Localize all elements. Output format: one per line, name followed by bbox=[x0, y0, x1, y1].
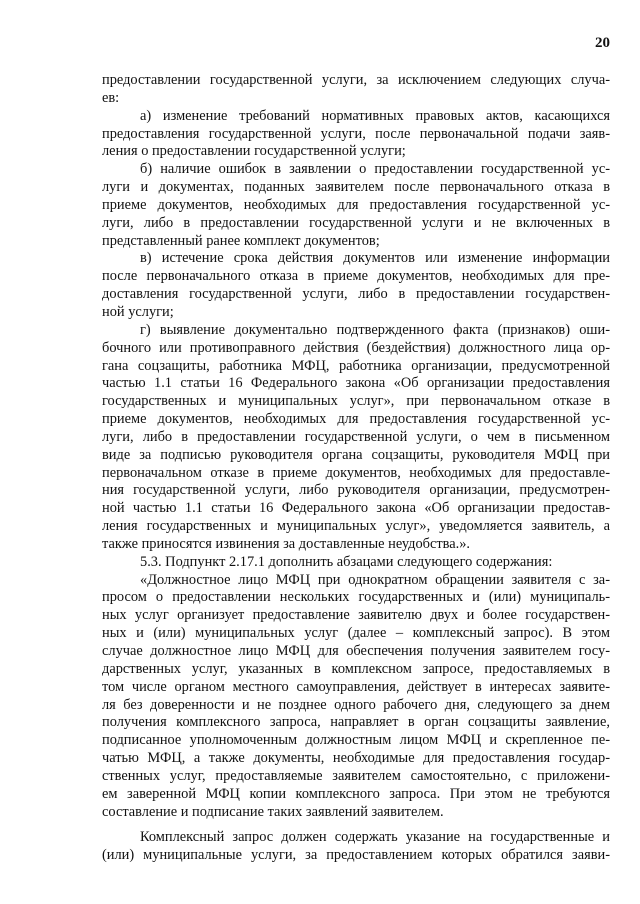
text-line: (или) муниципальные услуги, за предоставлением которых обратился заяви- bbox=[102, 847, 610, 864]
text-line: луги, либо в предоставлении государственной услуги и не включенных в bbox=[102, 214, 610, 231]
text-line: луги и документах, поданных заявителем после первоначального отказа в bbox=[102, 179, 610, 196]
text-line: дарственных услуг, указанных в комплексном запросе, предоставляемых в bbox=[102, 660, 610, 677]
text-line: ления государственных и муниципальных услуг», уведомляется заявитель, а bbox=[102, 518, 610, 535]
text-line: ля без доверенности и не позднее одного рабочего дня, следующего за днем bbox=[102, 696, 610, 713]
text-line: «Должностное лицо МФЦ при однократном обращении заявителя с за- bbox=[140, 571, 610, 588]
text-line: просом о предоставлении нескольких государственных и (или) муниципаль- bbox=[102, 589, 610, 606]
text-line: частью 1.1 статьи 16 Федерального закона «Об организации предоставления bbox=[102, 375, 610, 392]
text-line: приеме документов, необходимых для предоставления государственной ус- bbox=[102, 196, 610, 213]
text-line: том числе органом местного самоуправления, действует в интересах заявите- bbox=[102, 678, 610, 695]
text-line: доставления государственной услуги, либо в предоставлении государствен- bbox=[102, 286, 610, 303]
text-line: составление и подписание таких заявлений заявителем. bbox=[102, 803, 444, 820]
text-line: получения комплексного запроса, направляет в орган соцзащиты заявление, bbox=[102, 714, 610, 731]
text-line: ных услуг организует предоставление заявителю двух и более государствен- bbox=[102, 607, 610, 624]
text-line: 5.3. Подпункт 2.17.1 дополнить абзацами следующего содержания: bbox=[140, 553, 553, 570]
text-line: ных и (или) муниципальных услуг (далее – комплексный запрос). В этом bbox=[102, 625, 610, 642]
text-line: предоставлении государственной услуги, за исключением следующих случа- bbox=[102, 72, 610, 88]
text-line: случае должностное лицо МФЦ для обеспечения получения заявителем госу- bbox=[102, 643, 610, 659]
text-line: луги, либо в предоставлении государственной услуги, о чем в письменном bbox=[102, 428, 610, 445]
text-line: ной частью 1.1 статьи 16 Федерального закона «Об организации предостав- bbox=[102, 500, 610, 517]
text-line: ния государственной услуги, либо руководителя организации, предусмотрен- bbox=[102, 482, 610, 499]
text-line: бочного или противоправного действия (бездействия) должностного лица ор- bbox=[102, 339, 610, 356]
text-line: представленный ранее комплект документов; bbox=[102, 232, 380, 249]
text-line: б) наличие ошибок в заявлении о предоставлении государственной ус- bbox=[140, 161, 610, 178]
text-line: государственных и муниципальных услуг», при первоначальном отказе в bbox=[102, 393, 610, 410]
text-line: ления о предоставлении государственной услуги; bbox=[102, 143, 406, 160]
text-line: ем заверенной МФЦ копии комплексного запроса. При этом не требуются bbox=[102, 785, 610, 802]
text-line: приеме документов, необходимых для предоставления государственной ус- bbox=[102, 411, 610, 428]
text-line: гана соцзащиты, работника МФЦ, работника организации, предусмотренной bbox=[102, 357, 610, 374]
document-body-text bbox=[102, 72, 610, 865]
text-line: ев: bbox=[102, 89, 120, 106]
text-line: подписанное уполномоченным должностным лицом МФЦ и скрепленное пе- bbox=[102, 732, 610, 749]
text-line: также приносятся извинения за доставленные неудобства.». bbox=[102, 535, 471, 552]
text-line: г) выявление документально подтвержденного факта (признаков) оши- bbox=[140, 321, 610, 338]
text-line: после первоначального отказа в приеме документов, необходимых для пре- bbox=[102, 268, 610, 285]
text-line: в) истечение срока действия документов или изменение информации bbox=[140, 250, 610, 267]
text-line: предоставления государственной услуги, после первоначальной подачи заяв- bbox=[102, 125, 610, 142]
text-line: Комплексный запрос должен содержать указание на государственные и bbox=[140, 829, 610, 846]
text-line: первоначальном отказе в приеме документов, необходимых для предоставле- bbox=[102, 464, 610, 481]
text-line: ной услуги; bbox=[102, 303, 174, 320]
text-line: а) изменение требований нормативных правовых актов, касающихся bbox=[140, 107, 610, 124]
text-line: ственных услуг, предоставляемые заявителем самостоятельно, с приложени- bbox=[102, 767, 610, 784]
page-number: 20 bbox=[595, 35, 610, 51]
text-line: чатью МФЦ, а также документы, необходимые для предоставления государ- bbox=[102, 750, 610, 767]
text-line: виде за подписью руководителя органа соцзащиты, руководителя МФЦ при bbox=[102, 446, 610, 463]
